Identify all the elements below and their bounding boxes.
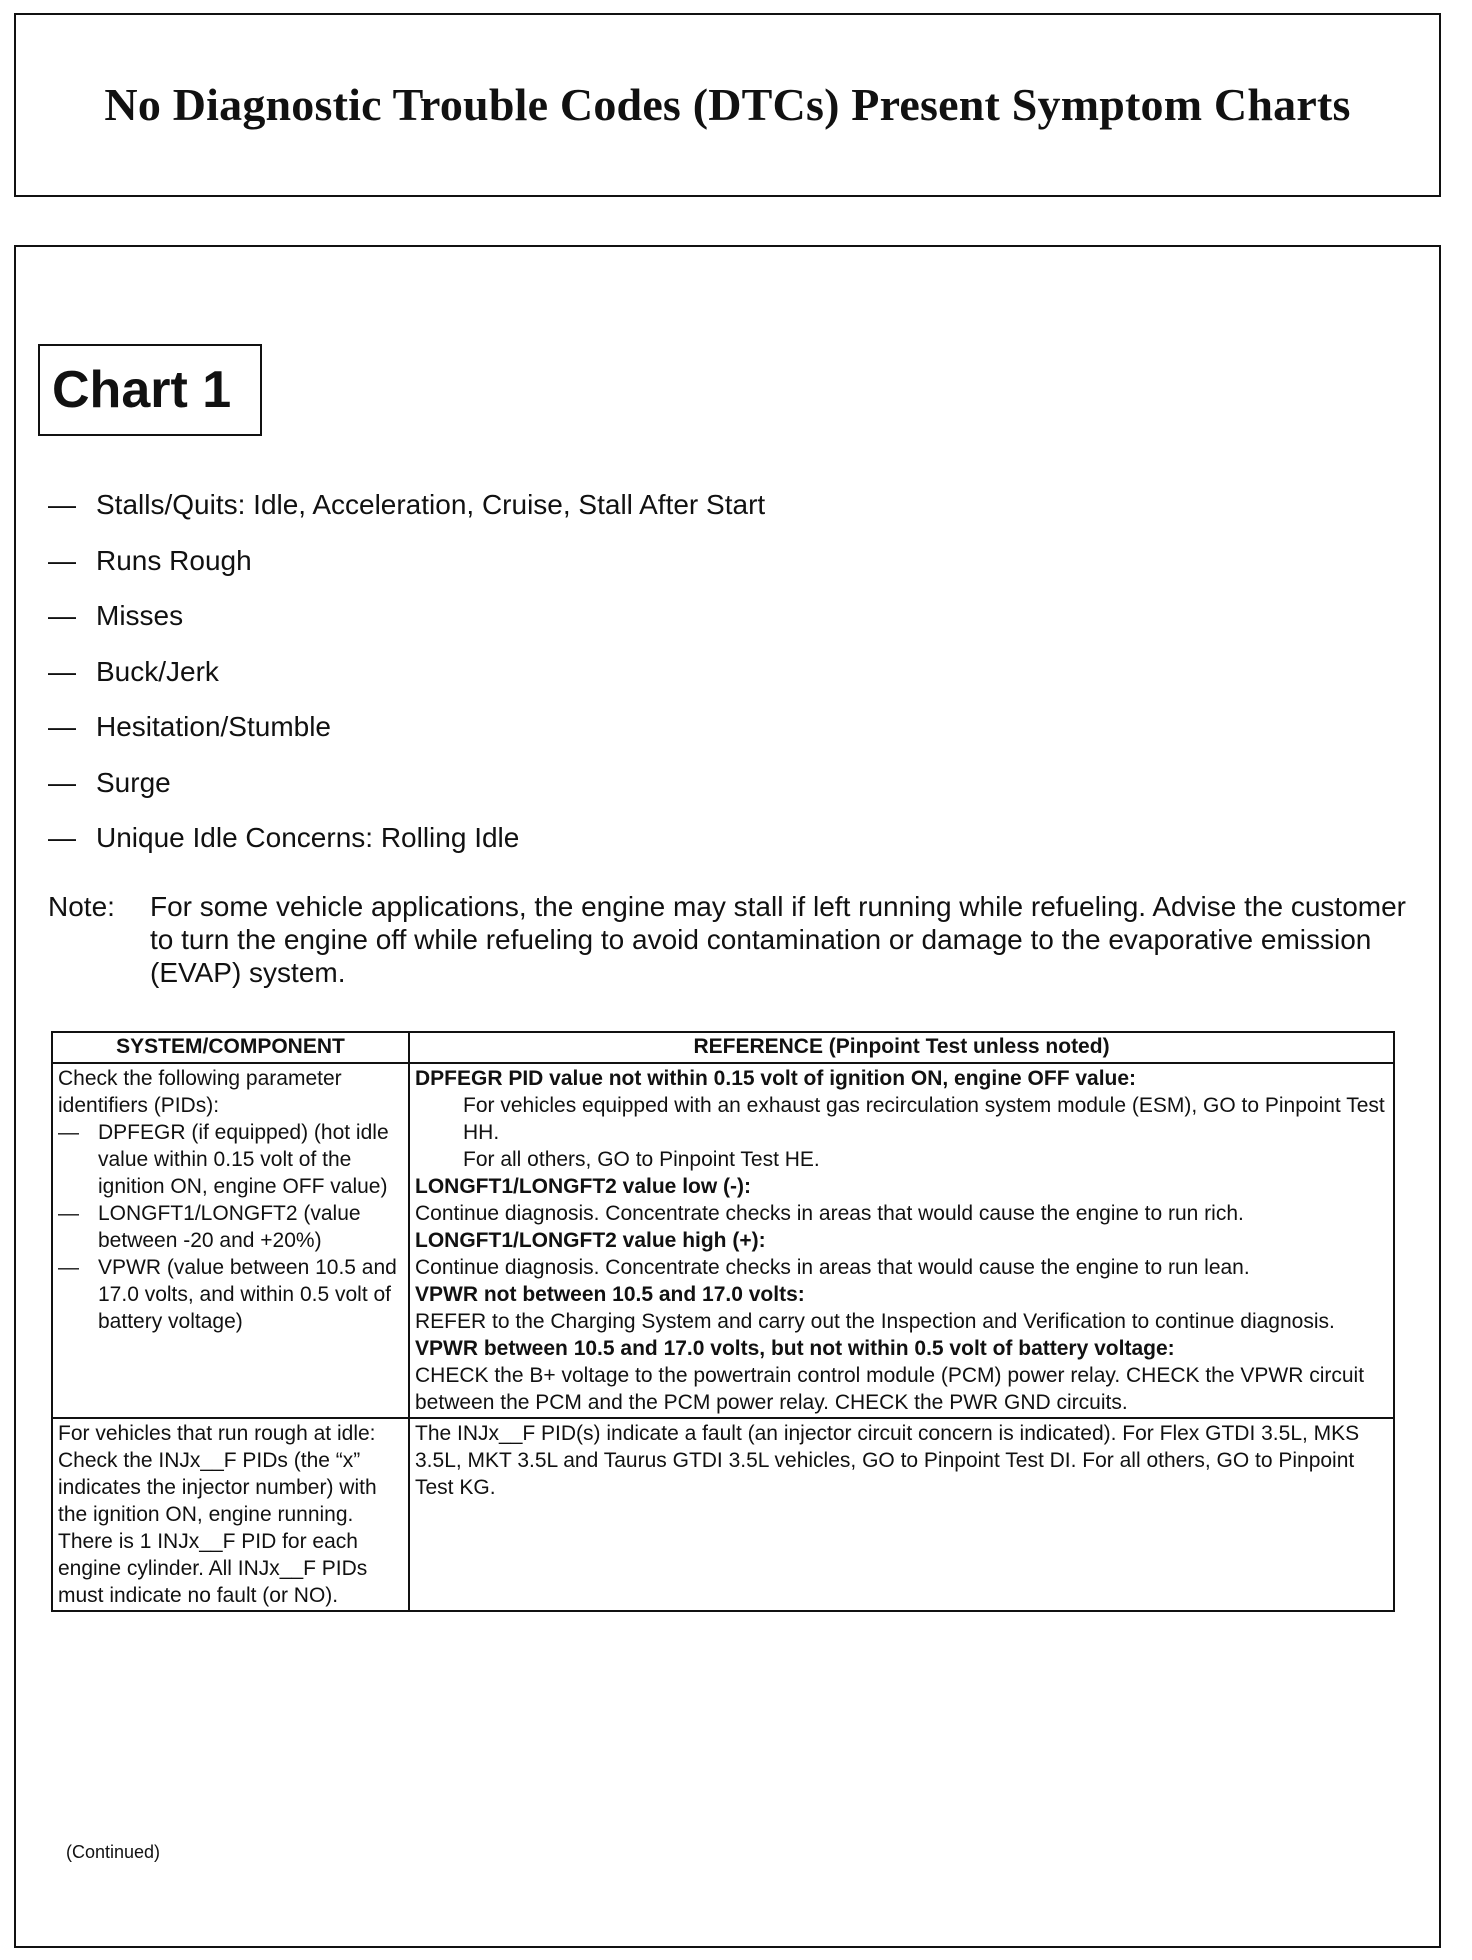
ref-text: Continue diagnosis. Concentrate checks in areas that would cause the engine to run lean. xyxy=(415,1256,1250,1279)
ref-heading: LONGFT1/LONGFT2 value low (-): xyxy=(415,1175,751,1198)
system-cell xyxy=(52,1063,409,1418)
ref-heading: DPFEGR PID value not within 0.15 volt of ignition ON, engine OFF value: xyxy=(415,1067,1137,1090)
symptom-item: — Buck/Jerk xyxy=(48,655,219,687)
chart-label: Chart 1 xyxy=(38,344,262,436)
table-header-row xyxy=(52,1032,1394,1063)
ref-text: Continue diagnosis. Concentrate checks in areas that would cause the engine to run rich. xyxy=(415,1202,1244,1225)
symptom-item: — Misses xyxy=(48,600,184,631)
ref-heading: VPWR not between 10.5 and 17.0 volts: xyxy=(415,1283,805,1306)
symptom-item: — Stalls/Quits: Idle, Acceleration, Cruise, Stall After Start xyxy=(48,489,766,520)
symptom-item: — Hesitation/Stumble xyxy=(48,711,332,742)
ref-text: REFER to the Charging System and carry out the Inspection and Verification to continue diagnosis. xyxy=(415,1310,1335,1333)
note xyxy=(48,890,1428,989)
header-reference: REFERENCE (Pinpoint Test unless noted) xyxy=(409,1032,1394,1063)
header-system-component: SYSTEM/COMPONENT xyxy=(52,1032,409,1063)
continued-label: (Continued) xyxy=(66,1842,161,1862)
reference-cell: The INJx__F PID(s) indicate a fault (an injector circuit concern is indicated). For Flex GTDI 3.5L, MKS 3.5L, MKT 3.5L and Taurus GTDI 3.5L vehicles, GO to Pinpoint Test DI. For all others, GO to Pinpoint Test KG. xyxy=(409,1418,1394,1611)
symptom-item: — Surge xyxy=(48,766,171,798)
ref-heading: VPWR between 10.5 and 17.0 volts, but not within 0.5 volt of battery voltage: xyxy=(415,1337,1175,1360)
system-intro: Check the following parameter identifiers (PIDs): xyxy=(58,1067,342,1117)
symptom-item: — Unique Idle Concerns: Rolling Idle xyxy=(48,822,520,853)
ref-text: For all others, GO to Pinpoint Test HE. xyxy=(463,1148,820,1171)
system-item: — DPFEGR (if equipped) (hot idle value within 0.15 volt of the ignition ON, engine OFF value) xyxy=(58,1121,389,1198)
symptom-list xyxy=(48,489,765,878)
ref-heading: LONGFT1/LONGFT2 value high (+): xyxy=(415,1229,766,1252)
ref-text: For vehicles equipped with an exhaust gas recirculation system module (ESM), GO to Pinpoint Test HH. xyxy=(463,1094,1385,1144)
system-item: — LONGFT1/LONGFT2 (value between -20 and +20%) xyxy=(58,1202,361,1252)
table-row xyxy=(52,1418,1394,1611)
page-title: No Diagnostic Trouble Codes (DTCs) Present Symptom Charts xyxy=(104,79,1351,130)
title-box xyxy=(14,13,1441,197)
note-label: Note: xyxy=(48,891,115,922)
chart-panel xyxy=(14,245,1441,1948)
table-row xyxy=(52,1063,1394,1418)
symptom-item: — Runs Rough xyxy=(48,544,252,576)
ref-text: CHECK the B+ voltage to the powertrain control module (PCM) power relay. CHECK the VPWR circuit between the PCM and the PCM power relay. CHECK the PWR GND circuits. xyxy=(415,1364,1365,1414)
system-cell: For vehicles that run rough at idle: Check the INJx__F PIDs (the “x” indicates the injector number) with the ignition ON, engine running. There is 1 INJx__F PID for each engine cylinder. All INJx__F PIDs must indicate no fault (or NO). xyxy=(52,1418,409,1611)
note-text: For some vehicle applications, the engine may stall if left running while refueling. Advise the customer to turn the engine off while refueling to avoid contamination or damage to the evaporative emission (EVAP) system. xyxy=(150,891,1406,988)
reference-cell xyxy=(409,1063,1394,1418)
reference-table xyxy=(51,1031,1395,1612)
system-item: — VPWR (value between 10.5 and 17.0 volts, and within 0.5 volt of battery voltage) xyxy=(58,1256,397,1333)
